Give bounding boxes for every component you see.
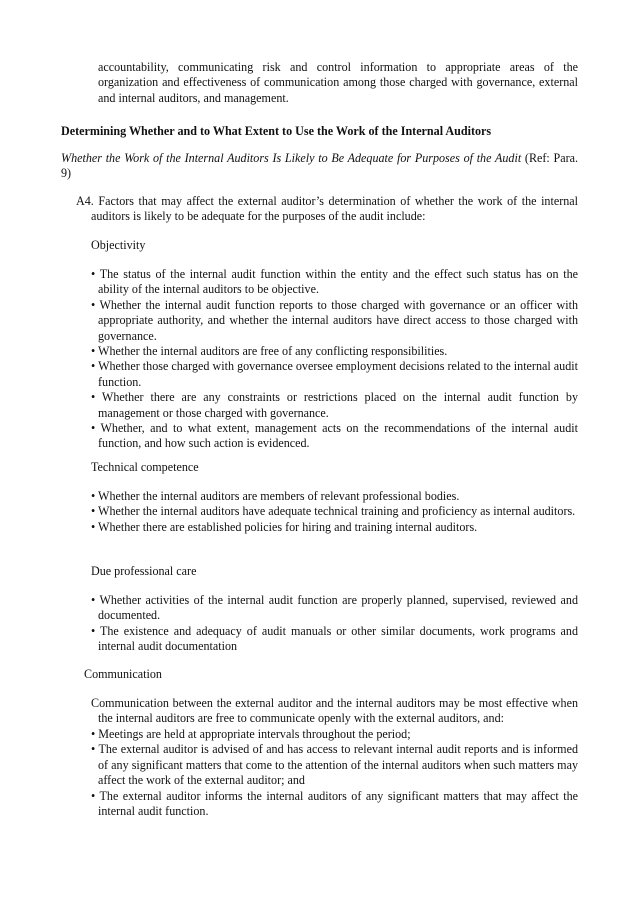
intro-paragraph xyxy=(98,60,578,106)
list-item: • Whether the internal auditors are members of relevant professional bodies. xyxy=(91,489,460,503)
list-item: • The external auditor is advised of and has access to relevant internal audit reports and is informed of any significant matters that come to the attention of the internal auditors when such matters may affect the work of the external auditor; and xyxy=(91,742,578,788)
list-item: • The external auditor informs the internal auditors of any significant matters that may affect the internal audit function. xyxy=(91,788,578,819)
list-item: • The status of the internal audit function within the entity and the effect such status has on the ability of the internal auditors to be objective. xyxy=(91,267,578,297)
intro-text: accountability, communicating risk and control information to appropriate areas of the organization and effectiveness of communication among those charged with governance, external and internal auditors, and management. xyxy=(98,60,578,105)
paragraph-a4 xyxy=(76,194,578,225)
communication-intro-text: Communication between the external auditor and the internal auditors may be most effective when the internal auditors are free to communicate openly with the external auditors, and: xyxy=(91,696,578,726)
section-heading: Determining Whether and to What Extent to Use the Work of the Internal Auditors xyxy=(61,124,492,138)
list-item: • Whether, and to what extent, management acts on the recommendations of the internal audit function, and how such action is evidenced. xyxy=(91,421,578,451)
list-item: • Whether there are established policies for hiring and training internal auditors. xyxy=(91,519,478,534)
a4-number: A4. xyxy=(76,194,94,208)
objectivity-title: Objectivity xyxy=(91,238,146,252)
subheading xyxy=(61,151,578,182)
technical-competence-list xyxy=(91,489,578,535)
due-professional-care-list xyxy=(91,593,578,655)
list-item: • Meetings are held at appropriate intervals throughout the period; xyxy=(91,727,411,741)
due-professional-care-title: Due professional care xyxy=(91,564,197,578)
communication-intro xyxy=(91,696,578,727)
subheading-ref: (Ref: Para. 9) xyxy=(61,151,578,181)
list-item: • Whether there are any constraints or restrictions placed on the internal audit function by management or those charged with governance. xyxy=(91,390,578,420)
subheading-title: Whether the Work of the Internal Auditors Is Likely to Be Adequate for Purposes of the Audit xyxy=(61,151,522,165)
technical-competence-title: Technical competence xyxy=(91,460,199,474)
communication-title: Communication xyxy=(84,667,162,681)
list-item: • Whether the internal audit function reports to those charged with governance or an officer with appropriate authority, and whether the internal auditors have direct access to those charged with governance. xyxy=(91,297,578,343)
communication-list xyxy=(91,727,578,819)
list-item: • Whether those charged with governance oversee employment decisions related to the internal audit function. xyxy=(91,359,578,389)
list-item: • Whether the internal auditors have adequate technical training and proficiency as internal auditors. xyxy=(91,504,576,519)
list-item: • The existence and adequacy of audit manuals or other similar documents, work programs and internal audit documentation xyxy=(91,623,578,654)
list-item: • Whether activities of the internal audit function are properly planned, supervised, reviewed and documented. xyxy=(91,593,578,623)
list-item: • Whether the internal auditors are free of any conflicting responsibilities. xyxy=(91,344,448,359)
a4-text: Factors that may affect the external auditor’s determination of whether the work of the internal auditors is likely to be adequate for the purposes of the audit include: xyxy=(91,194,579,224)
objectivity-list xyxy=(91,267,578,452)
